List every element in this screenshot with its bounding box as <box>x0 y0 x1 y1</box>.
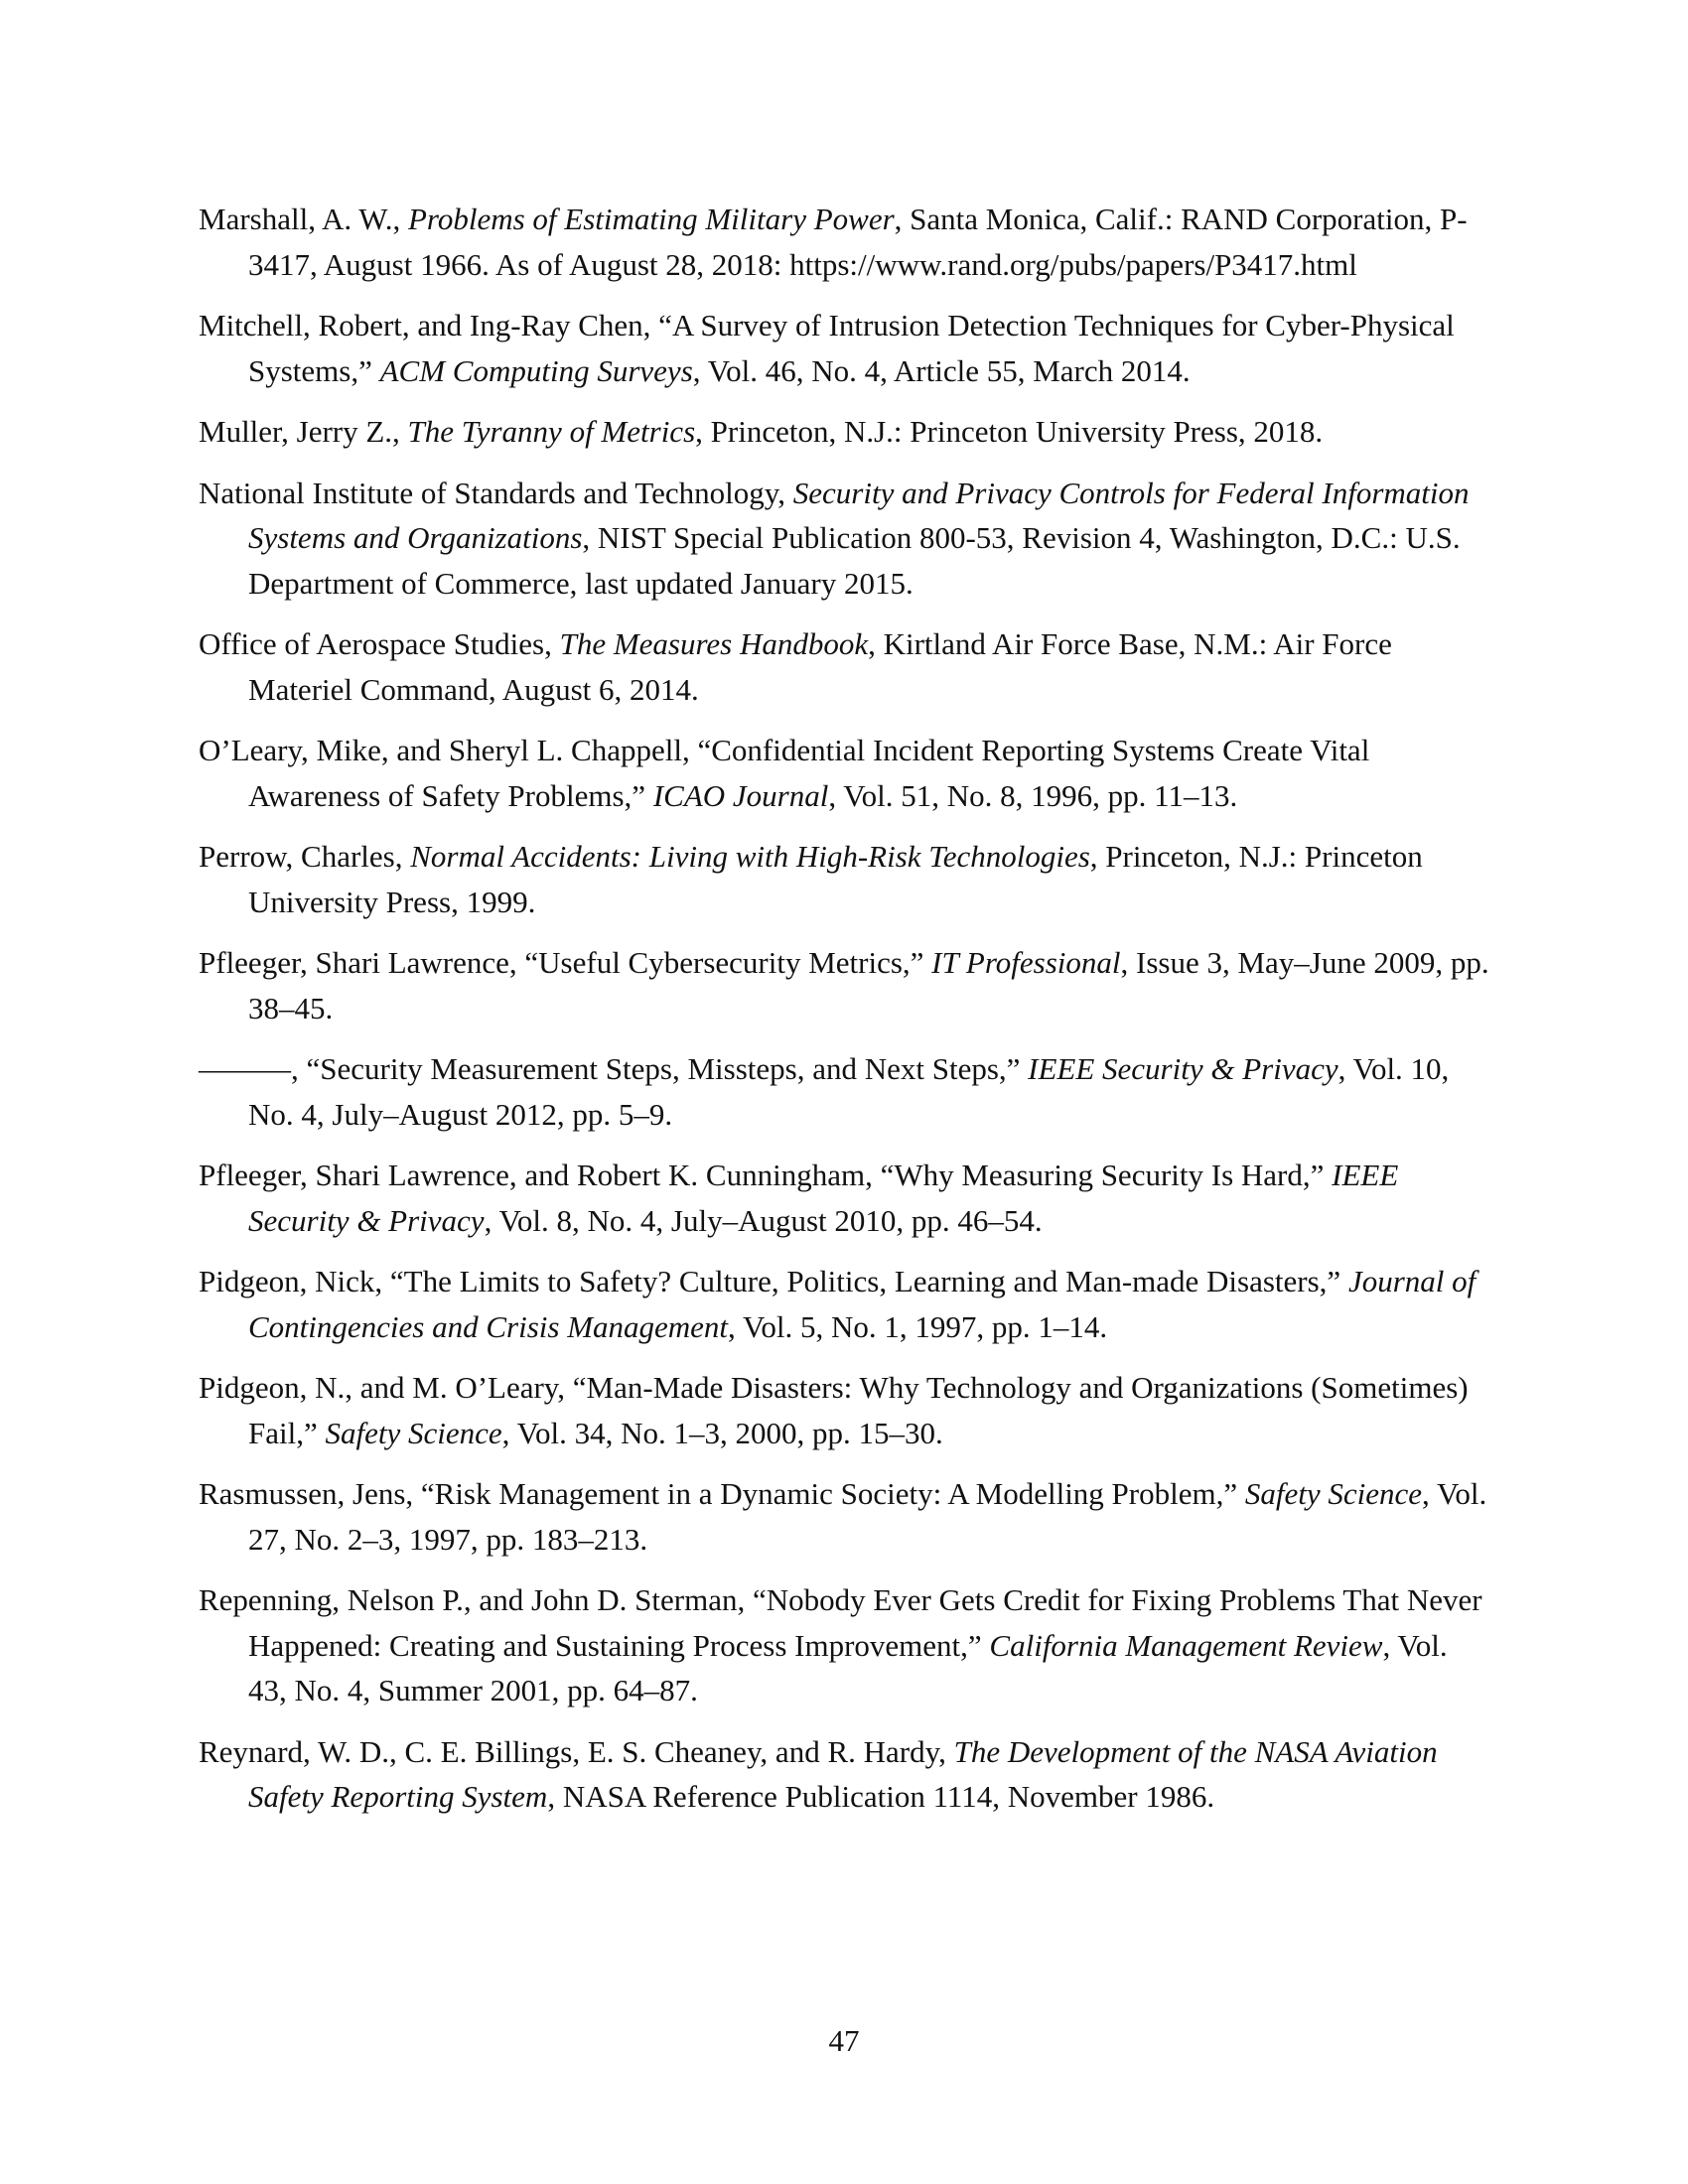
reference-entry <box>199 834 1489 924</box>
reference-list <box>199 197 1489 1836</box>
reference-text: , Princeton, N.J.: Princeton University Press, 1999. <box>248 839 1423 919</box>
reference-text: , Vol. 43, No. 4, Summer 2001, pp. 64–87. <box>248 1627 1448 1707</box>
reference-entry <box>199 1259 1489 1349</box>
reference-text: , Princeton, N.J.: Princeton University Press, 2018. <box>695 414 1324 449</box>
reference-title: The Development of the NASA Aviation Safety Reporting System <box>248 1733 1438 1814</box>
reference-title: Normal Accidents: Living with High-Risk Technologies <box>410 839 1090 874</box>
reference-title: Safety Science <box>325 1415 502 1450</box>
reference-title: Security and Privacy Controls for Federal Information Systems and Organizations <box>248 475 1470 555</box>
reference-title: ACM Computing Surveys <box>379 352 693 388</box>
reference-text: , Vol. 46, No. 4, Article 55, March 2014. <box>692 352 1191 388</box>
reference-title: The Measures Handbook <box>559 626 869 661</box>
reference-title: IT Professional <box>931 945 1121 980</box>
reference-entry <box>199 1153 1489 1243</box>
reference-text: , Vol. 27, No. 2–3, 1997, pp. 183–213. <box>248 1476 1487 1557</box>
reference-entry <box>199 940 1489 1030</box>
reference-entry <box>199 197 1489 287</box>
reference-text: Pfleeger, Shari Lawrence, “Useful Cybersecurity Metrics,” <box>199 945 932 980</box>
reference-text: Muller, Jerry Z., <box>199 414 408 449</box>
reference-text: , NIST Special Publication 800-53, Revision 4, Washington, D.C.: U.S. Department of Commerce, last updated January 2015. <box>248 520 1461 601</box>
reference-text: , Vol. 8, No. 4, July–August 2010, pp. 46–54. <box>484 1202 1043 1238</box>
reference-text: , Kirtland Air Force Base, N.M.: Air Force Materiel Command, August 6, 2014. <box>248 626 1392 707</box>
reference-text: Office of Aerospace Studies, <box>199 626 560 661</box>
reference-text: Pfleeger, Shari Lawrence, and Robert K. Cunningham, “Why Measuring Security Is Hard,” <box>199 1158 1333 1192</box>
reference-title: ICAO Journal <box>652 777 829 813</box>
reference-entry <box>199 303 1489 393</box>
reference-title: IEEE Security & Privacy <box>1028 1051 1338 1086</box>
reference-entry <box>199 1471 1489 1562</box>
reference-text: , Vol. 10, No. 4, July–August 2012, pp. 5–9. <box>248 1051 1450 1132</box>
reference-entry <box>199 728 1489 818</box>
reference-title: Safety Science <box>1244 1476 1423 1511</box>
reference-title: The Tyranny of Metrics <box>407 414 696 449</box>
reference-text: , Vol. 5, No. 1, 1997, pp. 1–14. <box>728 1308 1108 1344</box>
reference-text: , Santa Monica, Calif.: RAND Corporation, P-3417, August 1966. As of August 28, 2018: https://www.rand.org/pubs/papers/P3417.html <box>248 202 1468 282</box>
page-number: 47 <box>828 2023 860 2058</box>
reference-text: Reynard, W. D., C. E. Billings, E. S. Cheaney, and R. Hardy, <box>199 1733 954 1769</box>
reference-title: Problems of Estimating Military Power <box>407 202 895 236</box>
reference-text: Pidgeon, Nick, “The Limits to Safety? Culture, Politics, Learning and Man-made Disasters,” <box>199 1264 1348 1298</box>
reference-entry <box>199 1577 1489 1713</box>
reference-text: Pidgeon, N., and M. O’Leary, “Man-Made Disasters: Why Technology and Organizations (Sometimes) Fail,” <box>199 1370 1469 1450</box>
reference-text: , NASA Reference Publication 1114, November 1986. <box>547 1779 1215 1814</box>
reference-entry <box>199 409 1489 455</box>
reference-entry <box>199 471 1489 607</box>
reference-text: Perrow, Charles, <box>199 839 411 874</box>
reference-entry <box>199 1729 1489 1820</box>
reference-text: , Vol. 34, No. 1–3, 2000, pp. 15–30. <box>501 1415 943 1450</box>
reference-text: ———, “Security Measurement Steps, Missteps, and Next Steps,” <box>199 1051 1029 1086</box>
reference-text: , Vol. 51, No. 8, 1996, pp. 11–13. <box>828 777 1238 813</box>
reference-text: Marshall, A. W., <box>199 202 408 236</box>
reference-text: Rasmussen, Jens, “Risk Management in a Dynamic Society: A Modelling Problem,” <box>199 1476 1245 1511</box>
reference-title: IEEE Security & Privacy <box>248 1158 1399 1238</box>
reference-title: California Management Review <box>989 1627 1383 1663</box>
reference-entry <box>199 1046 1489 1137</box>
reference-text: National Institute of Standards and Technology, <box>199 475 793 510</box>
reference-text: O’Leary, Mike, and Sheryl L. Chappell, “Confidential Incident Reporting Systems Create Vital Awareness of Safety Problems,” <box>199 733 1370 813</box>
reference-title: Journal of Contingencies and Crisis Management <box>248 1264 1477 1344</box>
reference-entry <box>199 1365 1489 1455</box>
reference-text: Repenning, Nelson P., and John D. Sterman, “Nobody Ever Gets Credit for Fixing Problems That Never Happened: Creating and Sustaining Process Improvement,” <box>199 1582 1482 1663</box>
reference-entry <box>199 621 1489 712</box>
reference-text: Mitchell, Robert, and Ing-Ray Chen, “A Survey of Intrusion Detection Techniques for Cyber-Physical Systems,” <box>199 308 1455 388</box>
reference-text: , Issue 3, May–June 2009, pp. 38–45. <box>248 945 1489 1025</box>
